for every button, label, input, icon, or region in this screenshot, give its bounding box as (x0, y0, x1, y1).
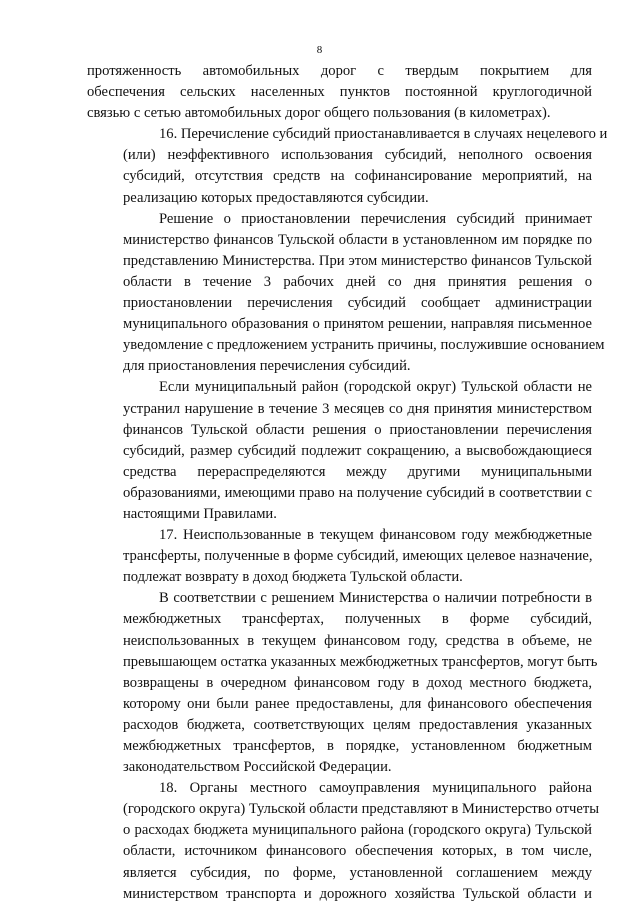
text-line: 18. Органы местного самоуправления муниципального района (159, 780, 592, 797)
document-body (87, 61, 608, 905)
text-line: превышающем остатка указанных межбюджетных трансфертов, могут быть (123, 653, 598, 670)
text-line: протяженность автомобильных дорог с твердым покрытием для (87, 63, 592, 79)
text-line: Решение о приостановлении перечисления субсидий принимает (159, 210, 592, 227)
text-line: связью с сетью автомобильных дорог общего пользования (в километрах). (87, 105, 551, 122)
paragraph (87, 588, 598, 778)
paragraph (87, 124, 608, 208)
text-line: которому они были ранее предоставлены, для финансового обеспечения (123, 695, 592, 712)
text-line: межбюджетных трансфертах, полученных в форме субсидий, (123, 611, 592, 628)
paragraph (87, 778, 600, 905)
text-line: подлежат возврату в доход бюджета Тульской области. (123, 569, 463, 586)
page-number: 8 (316, 44, 323, 56)
text-line: министерством транспорта и дорожного хозяйства Тульской области и (123, 885, 592, 902)
text-line: финансов Тульской области решения о приостановлении перечисления (123, 421, 592, 438)
text-line: реализацию которых предоставляются субсидии. (123, 189, 429, 206)
text-line: муниципального образования о принятом решении, направляя письменное (123, 316, 592, 333)
text-line: 16. Перечисление субсидий приостанавливается в случаях нецелевого и (159, 126, 608, 143)
text-line: возвращены в очередном финансовом году в доход местного бюджета, (123, 674, 592, 691)
text-line: является субсидия, по форме, установленной соглашением между (123, 864, 592, 881)
text-line: уведомление с предложением устранить причины, послужившие основанием (123, 337, 605, 354)
text-line: 17. Неиспользованные в текущем финансовом году межбюджетные (159, 527, 592, 544)
paragraph (87, 61, 592, 124)
text-line: законодательством Российской Федерации. (123, 759, 392, 776)
text-line: области, источником финансового обеспечения которых, в том числе, (123, 843, 592, 860)
text-line: образованиями, имеющими право на получение субсидий в соответствии с (123, 484, 592, 501)
text-line: средства перераспределяются между другими муниципальными (123, 463, 592, 480)
text-line: министерство финансов Тульской области в установленном им порядке по (123, 231, 592, 248)
paragraph (87, 525, 592, 588)
text-line: субсидий, отсутствия средств на софинансирование мероприятий, на (123, 168, 592, 185)
text-line: устранил нарушение в течение 3 месяцев со дня принятия министерством (123, 400, 592, 417)
text-line: Если муниципальный район (городской округ) Тульской области не (159, 379, 592, 396)
text-line: трансферты, полученные в форме субсидий, имеющих целевое назначение, (123, 548, 593, 565)
text-line: настоящими Правилами. (123, 505, 277, 522)
text-line: обеспечения сельских населенных пунктов постоянной круглогодичной (87, 84, 592, 101)
text-line: о расходах бюджета муниципального района (городского округа) Тульской (123, 822, 592, 839)
text-line: В соответствии с решением Министерства о наличии потребности в (159, 590, 592, 607)
text-line: (городского округа) Тульской области представляют в Министерство отчеты (123, 801, 600, 818)
text-line: (или) неэффективного использования субсидий, неполного освоения (123, 147, 592, 164)
text-line: субсидий, размер субсидий подлежит сокращению, а высвобождающиеся (123, 442, 592, 459)
paragraph (87, 209, 605, 378)
text-line: представлению Министерства. При этом министерство финансов Тульской (123, 252, 592, 269)
text-line: межбюджетных трансфертов, в порядке, установленном бюджетным (123, 738, 592, 754)
text-line: для приостановления перечисления субсидий. (123, 358, 411, 375)
text-line: приостановлении перечисления субсидий сообщает администрации (123, 295, 592, 312)
text-line: области в течение 3 рабочих дней со дня принятия решения о (123, 273, 592, 290)
text-line: расходов бюджета, соответствующих целям предоставления указанных (123, 716, 592, 733)
text-line: неиспользованных в текущем финансовом году, средства в объеме, не (123, 632, 592, 649)
paragraph (87, 377, 592, 525)
